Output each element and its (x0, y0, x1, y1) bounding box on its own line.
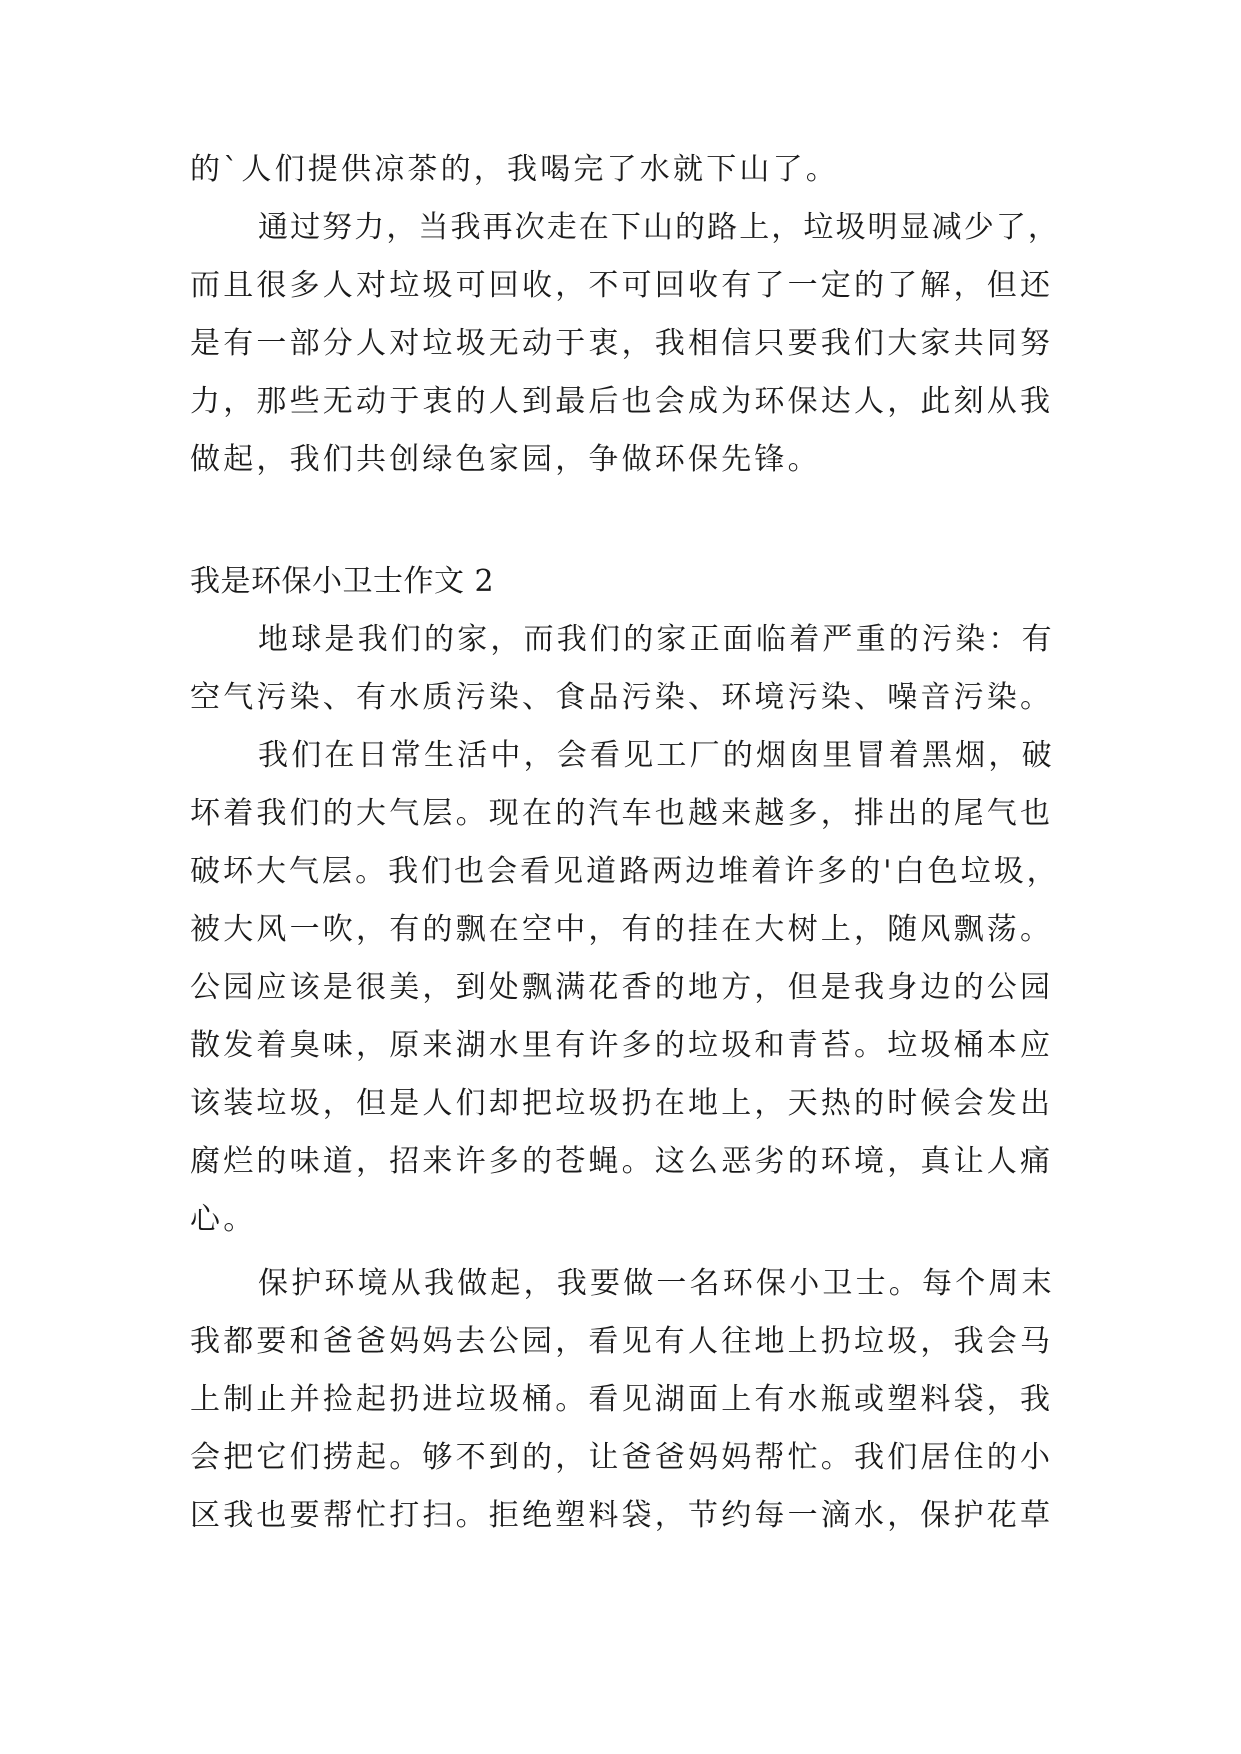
paragraph-line: 腐烂的味道，招来许多的苍蝇。这么恶劣的环境，真让人痛 (190, 1144, 1054, 1179)
paragraph-line: 通过努力，当我再次走在下山的路上，垃圾明显减少了， (258, 210, 1060, 245)
paragraph-line: 该装垃圾，但是人们却把垃圾扔在地上，天热的时候会发出 (190, 1086, 1054, 1121)
paragraph-line: 我们在日常生活中，会看见工厂的烟囱里冒着黑烟，破 (258, 738, 1055, 773)
paragraph-line: 做起，我们共创绿色家园，争做环保先锋。 (190, 442, 821, 477)
paragraph-line: 会把它们捞起。够不到的，让爸爸妈妈帮忙。我们居住的小 (190, 1440, 1054, 1475)
paragraph-line: 空气污染、有水质污染、食品污染、环境污染、噪音污染。 (190, 680, 1054, 715)
paragraph-line: 破坏大气层。我们也会看见道路两边堆着许多的'白色垃圾， (190, 854, 1060, 889)
paragraph-line: 坏着我们的大气层。现在的汽车也越来越多，排出的尾气也 (190, 796, 1054, 831)
paragraph-line: 区我也要帮忙打扫。拒绝塑料袋，节约每一滴水，保护花草 (190, 1498, 1054, 1533)
essay-heading: 我是环保小卫士作文 2 (190, 564, 495, 599)
paragraph-line: 的`人们提供凉茶的，我喝完了水就下山了。 (190, 152, 839, 187)
paragraph-line: 被大风一吹，有的飘在空中，有的挂在大树上，随风飘荡。 (190, 912, 1054, 947)
paragraph-line: 散发着臭味，原来湖水里有许多的垃圾和青苔。垃圾桶本应 (190, 1028, 1054, 1063)
paragraph-line: 是有一部分人对垃圾无动于衷，我相信只要我们大家共同努 (190, 326, 1054, 361)
paragraph-line: 我都要和爸爸妈妈去公园，看见有人往地上扔垃圾，我会马 (190, 1324, 1054, 1359)
paragraph-line: 力，那些无动于衷的人到最后也会成为环保达人，此刻从我 (190, 384, 1054, 419)
paragraph-line: 而且很多人对垃圾可回收，不可回收有了一定的了解，但还 (190, 268, 1054, 303)
paragraph-line: 保护环境从我做起，我要做一名环保小卫士。每个周末 (258, 1266, 1055, 1301)
paragraph-line: 公园应该是很美，到处飘满花香的地方，但是我身边的公园 (190, 970, 1054, 1005)
paragraph-line: 心。 (190, 1202, 257, 1237)
paragraph-line: 地球是我们的家，而我们的家正面临着严重的污染：有 (258, 622, 1055, 657)
paragraph-line: 上制止并捡起扔进垃圾桶。看见湖面上有水瓶或塑料袋，我 (190, 1382, 1054, 1417)
